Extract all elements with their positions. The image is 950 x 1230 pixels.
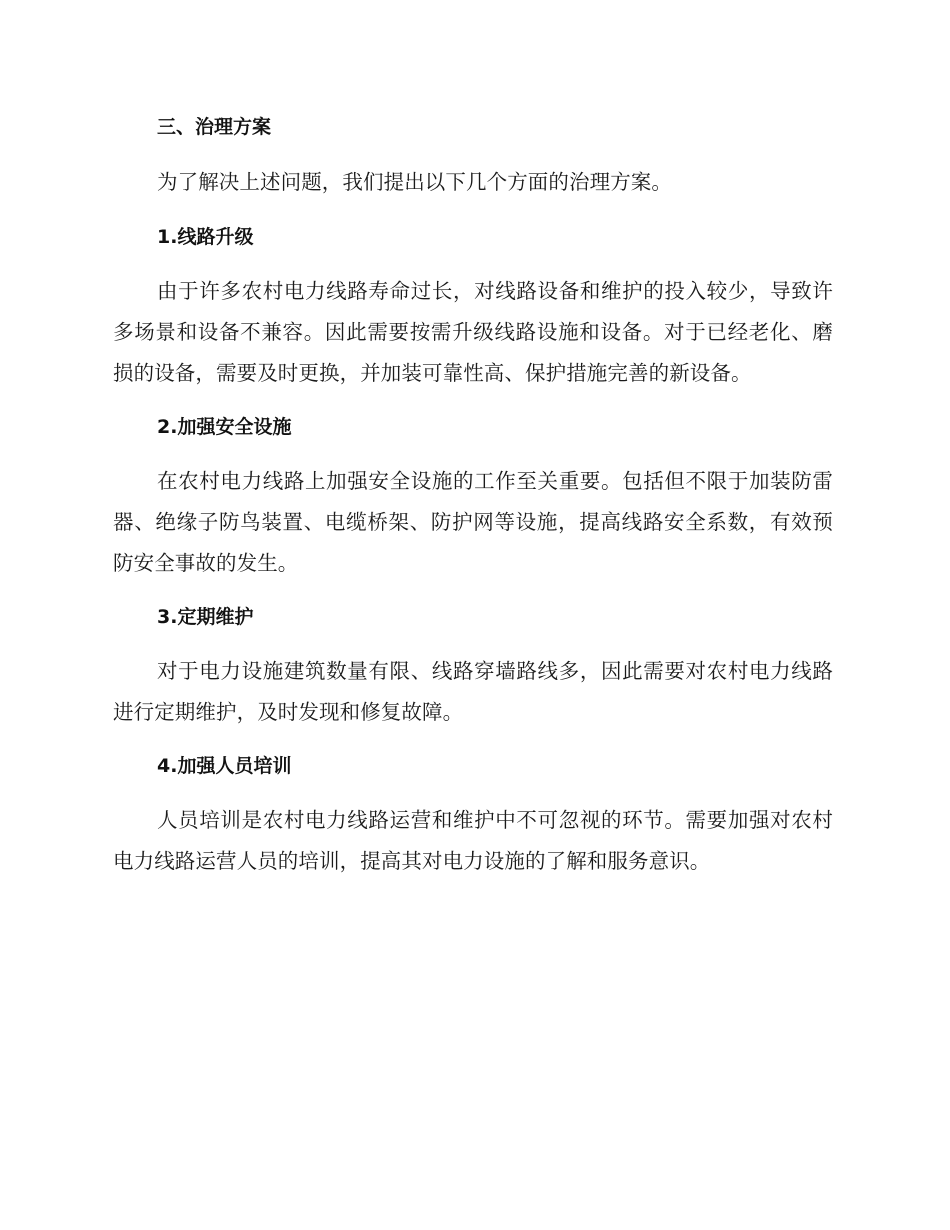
item-1-paragraph: 由于许多农村电力线路寿命过长，对线路设备和维护的投入较少，导致许多场景和设备不兼容。因此需要按需升级线路设施和设备。对于已经老化、磨损的设备，需要及时更换，并加装可靠性高、保护措施完善的新设备。 bbox=[113, 279, 833, 385]
item-4-heading: 4.加强人员培训 bbox=[157, 755, 292, 777]
section-title: 三、治理方案 bbox=[157, 116, 272, 138]
item-2-heading: 2.加强安全设施 bbox=[157, 416, 292, 438]
item-3-paragraph: 对于电力设施建筑数量有限、线路穿墙路线多，因此需要对农村电力线路进行定期维护，及时发现和修复故障。 bbox=[113, 659, 833, 724]
item-2-paragraph: 在农村电力线路上加强安全设施的工作至关重要。包括但不限于加装防雷器、绝缘子防鸟装置、电缆桥架、防护网等设施，提高线路安全系数，有效预防安全事故的发生。 bbox=[113, 469, 833, 575]
item-1-heading: 1.线路升级 bbox=[157, 226, 254, 248]
item-3-heading: 3.定期维护 bbox=[157, 606, 254, 628]
intro-paragraph: 为了解决上述问题，我们提出以下几个方面的治理方案。 bbox=[157, 170, 672, 194]
item-4-paragraph: 人员培训是农村电力线路运营和维护中不可忽视的环节。需要加强对农村电力线路运营人员的培训，提高其对电力设施的了解和服务意识。 bbox=[113, 808, 833, 873]
document-body bbox=[113, 108, 833, 882]
